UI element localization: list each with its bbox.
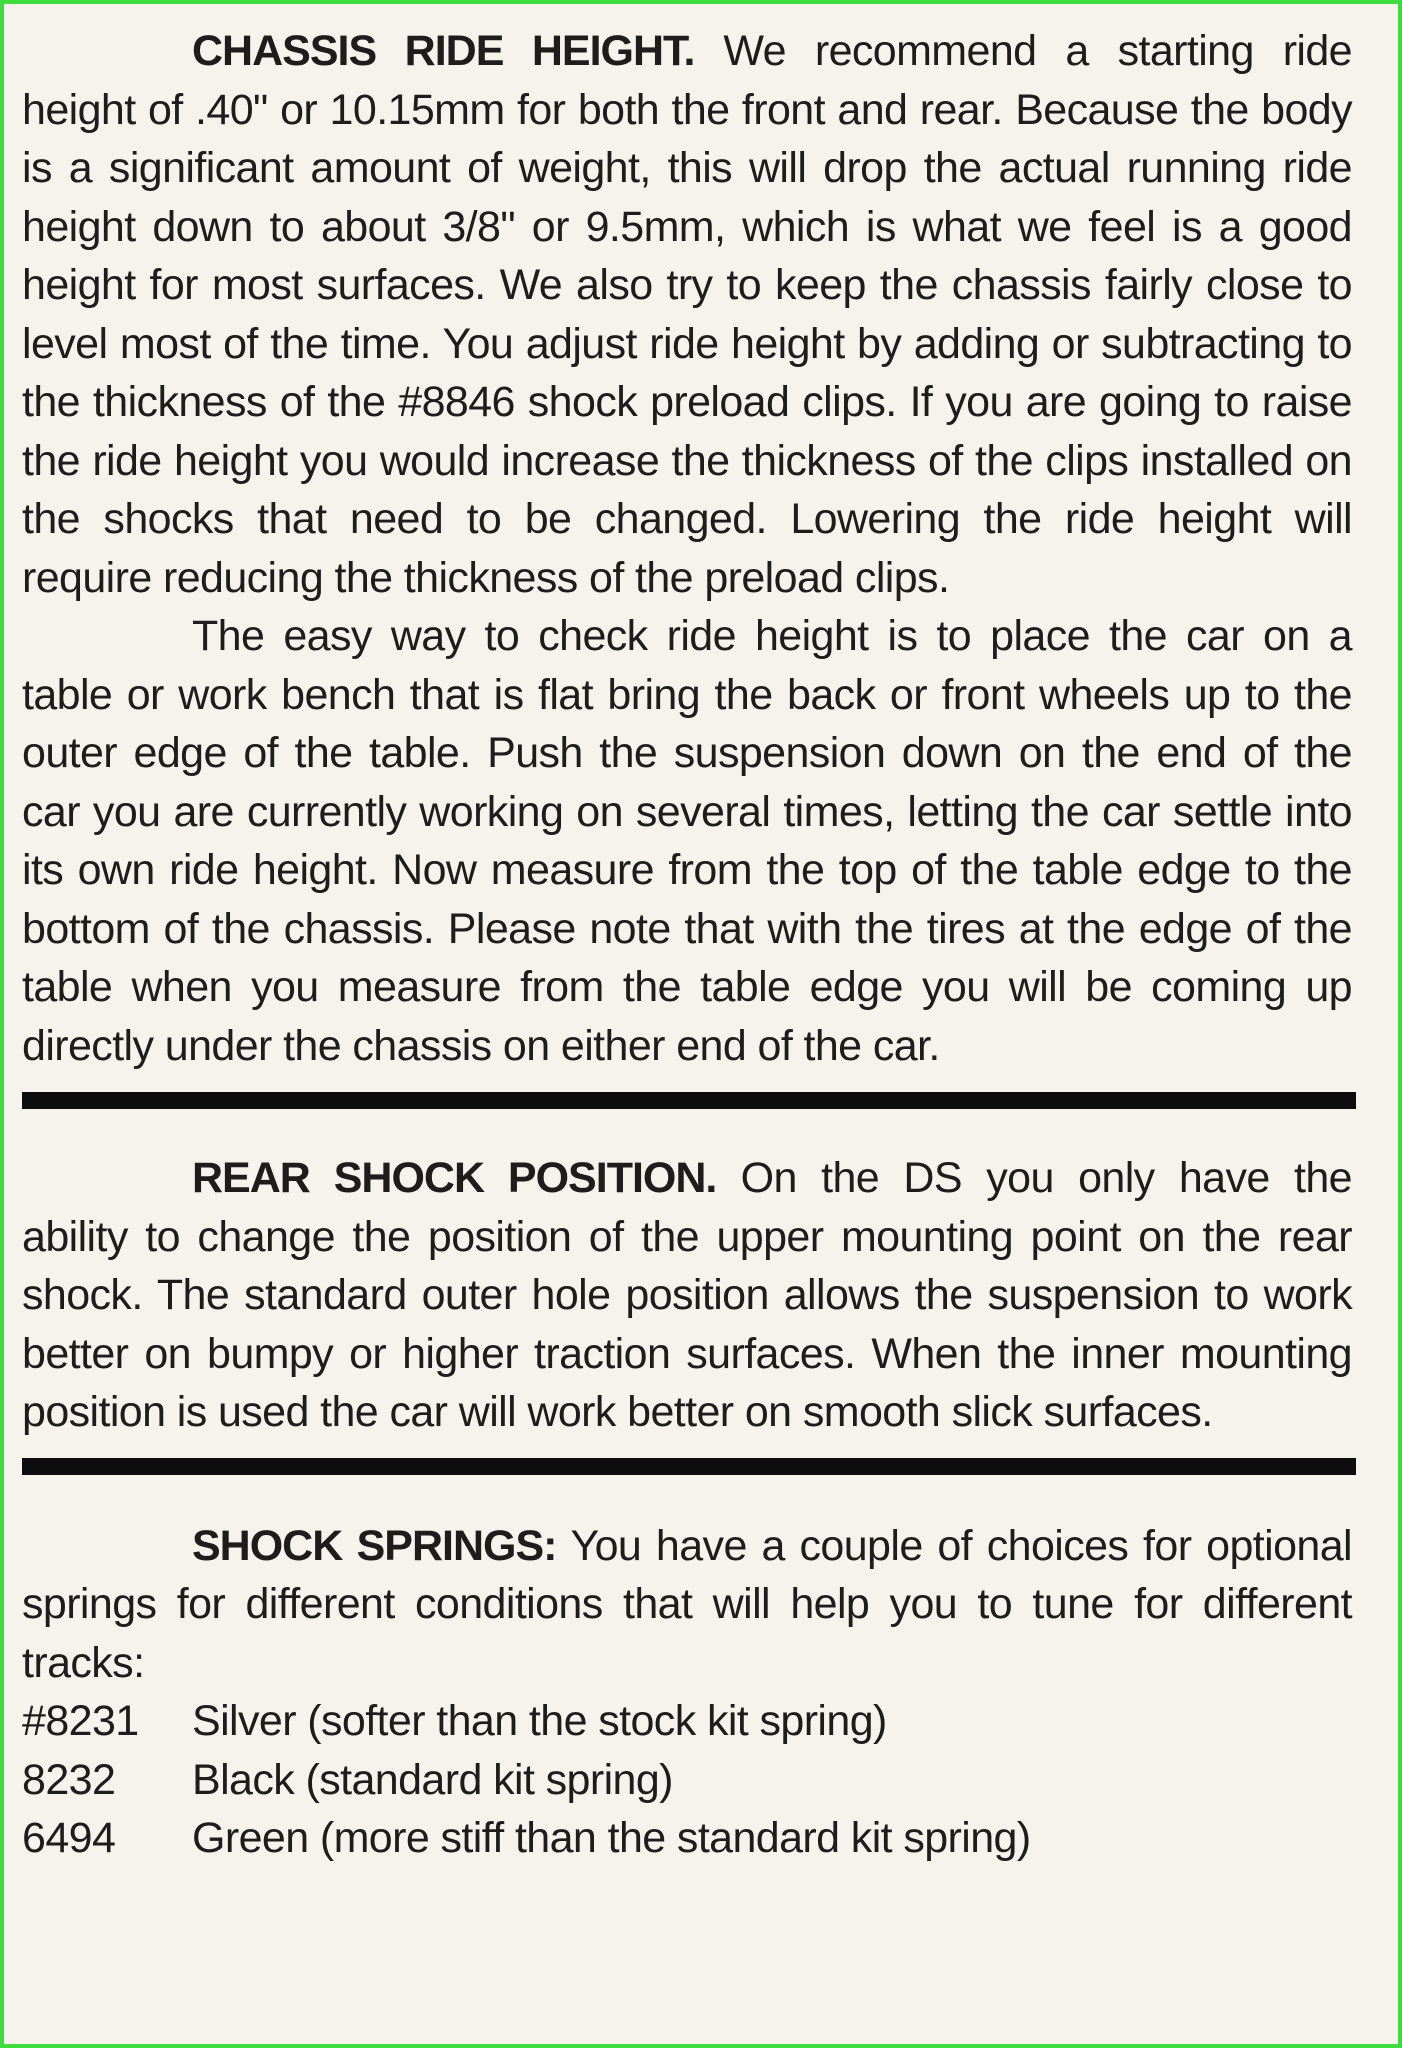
spring-part-number: #8231 <box>22 1697 139 1745</box>
spring-description: Black (standard kit spring) <box>192 1755 673 1804</box>
ride-height-paragraph-1 <box>22 22 1352 607</box>
text-column <box>22 22 1352 1868</box>
ride-height-text-1: We recommend a starting ride height of .40" or 10.15mm for both the front and rear. Because the body is a significant amount of weight, this will drop the actual running ride height down to about 3/8" or 9.5mm, which is what we feel is a good height for most surfaces. We also try to keep the chassis fairly close to level most of the time. You adjust ride height by adding or subtracting to the thickness of the #8846 shock preload clips. If you are going to raise the ride height you would increase the thickness of the clips installed on the shocks that need to be changed. Lowering the ride height will require reducing the thickness of the preload clips. <box>22 27 1352 602</box>
ride-height-heading: CHASSIS RIDE HEIGHT. <box>192 27 695 75</box>
section-divider <box>22 1458 1356 1475</box>
springs-text: You have a couple of choices for optional springs for different conditions that will help you to tune for different tracks: <box>22 1521 1352 1687</box>
spring-description: Green (more stiff than the standard kit spring) <box>192 1814 1031 1862</box>
rear-shock-text: On the DS you only have the ability to change the position of the upper mounting point on the rear shock. The standard outer hole position allows the suspension to work better on bumpy or higher traction surfaces. When the inner mounting position is used the car will work better on smooth slick surfaces. <box>22 1154 1352 1436</box>
spring-item <box>22 1692 1352 1751</box>
spring-list <box>22 1692 1352 1868</box>
section-divider <box>22 1092 1356 1109</box>
ride-height-paragraph-2: The easy way to check ride height is to place the car on a table or work bench that is flat bring the back or front wheels up to the outer edge of the table. Push the suspension down on the end of the car you are currently working on several times, letting the car settle into its own ride height. Now measure from the top of the table edge to the bottom of the chassis. Please note that with the tires at the edge of the table when you measure from the table edge you will be coming up directly under the chassis on either end of the car. <box>22 612 1352 1070</box>
rear-shock-paragraph <box>22 1149 1352 1442</box>
spring-item <box>22 1809 1352 1868</box>
spring-part-number: 8232 <box>22 1755 116 1804</box>
section-rear-shock-position <box>22 1149 1352 1442</box>
section-shock-springs <box>22 1517 1352 1868</box>
spring-description: Silver (softer than the stock kit spring) <box>192 1697 887 1745</box>
spring-item <box>22 1751 1352 1810</box>
rear-shock-heading: REAR SHOCK POSITION. <box>192 1154 717 1202</box>
springs-heading: SHOCK SPRINGS: <box>192 1521 557 1570</box>
section-chassis-ride-height <box>22 22 1352 1075</box>
spring-part-number: 6494 <box>22 1814 116 1862</box>
springs-paragraph <box>22 1517 1352 1693</box>
